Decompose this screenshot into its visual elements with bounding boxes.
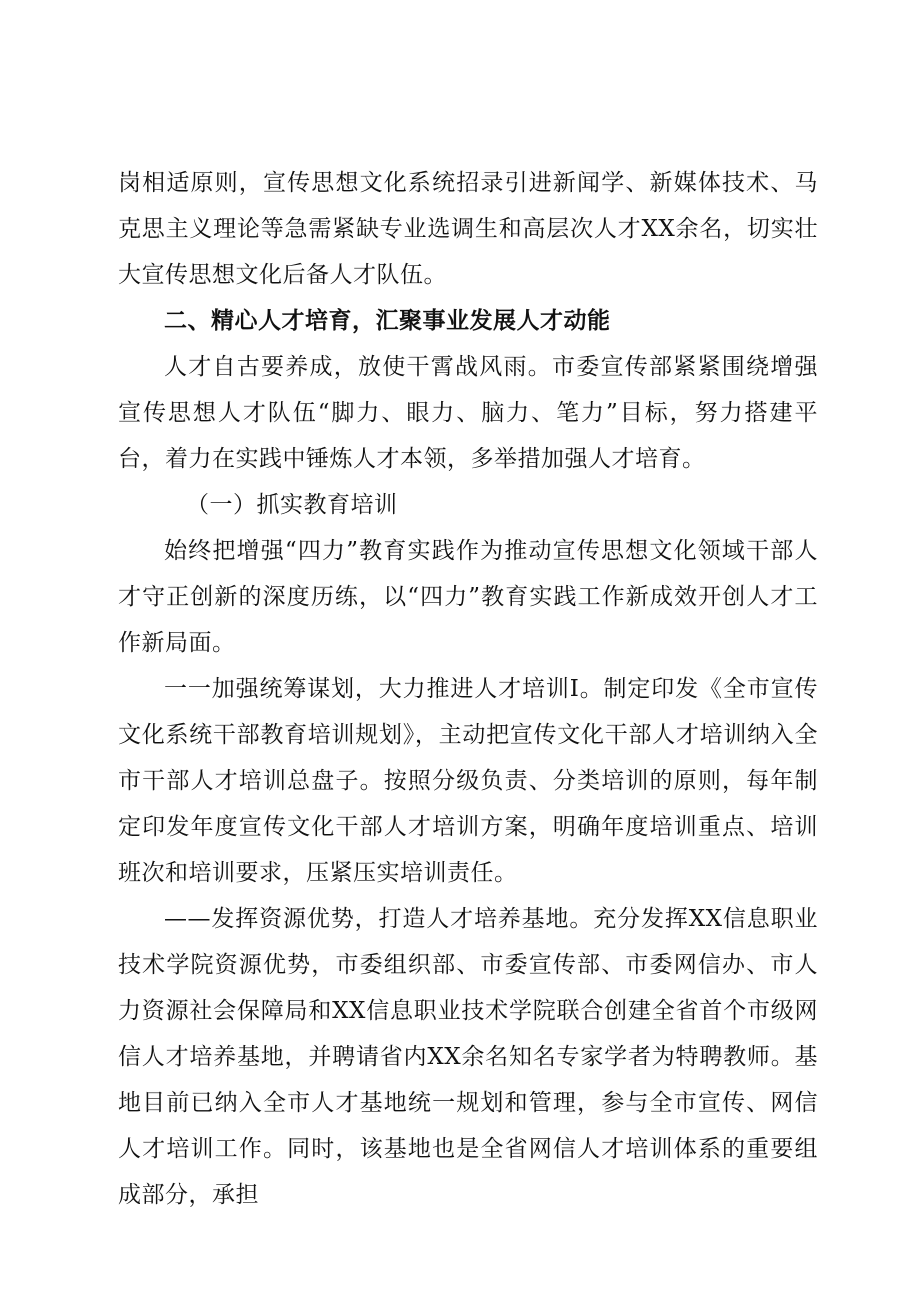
section-heading: 二、精心人才培育，汇聚事业发展人才动能 bbox=[164, 308, 611, 334]
paragraph-planning: 一一加强统筹谋划，大力推进人才培训I。制定印发《全市宣传文化系统干部教育培训规划》，主动把宣传文化干部人才培训纳入全市干部人才培训总盘子。按照分级负责、分类培训的原则，每年制定印发年度宣传文化干部人才培训方案，明确年度培训重点、培训班次和培训要求，压紧压实培训责任。 bbox=[118, 676, 818, 886]
paragraph-resources: ——发挥资源优势，打造人才培养基地。充分发挥XX信息职业技术学院资源优势，市委组织部、市委宣传部、市委网信办、市人力资源社会保障局和XX信息职业技术学院联合创建全省首个市级网信人才培养基地，并聘请省内XX余名知名专家学者为特聘教师。基地目前已纳入全市人才基地统一规划和管理，参与全市宣传、网信人才培训工作。同时，该基地也是全省网信人才培训体系的重要组成部分，承担 bbox=[118, 906, 818, 1208]
paragraph-continuation: 岗相适原则，宣传思想文化系统招录引进新闻学、新媒体技术、马克思主义理论等急需紧缺专业选调生和高层次人才XX余名，切实壮大宣传思想文化后备人才队伍。 bbox=[118, 170, 818, 288]
paragraph-education: 始终把增强“四力”教育实践作为推动宣传思想文化领域干部人才守正创新的深度历练，以“四力”教育实践工作新成效开创人才工作新局面。 bbox=[118, 538, 818, 656]
document-body bbox=[118, 160, 818, 1218]
subsection-heading: （一）抓实教育培训 bbox=[186, 492, 398, 518]
paragraph-intro: 人才自古要养成，放使干霄战风雨。市委宣传部紧紧围绕增强宣传思想人才队伍“脚力、眼力、脑力、笔力”目标，努力搭建平台，着力在实践中锤炼人才本领，多举措加强人才培育。 bbox=[118, 354, 818, 472]
